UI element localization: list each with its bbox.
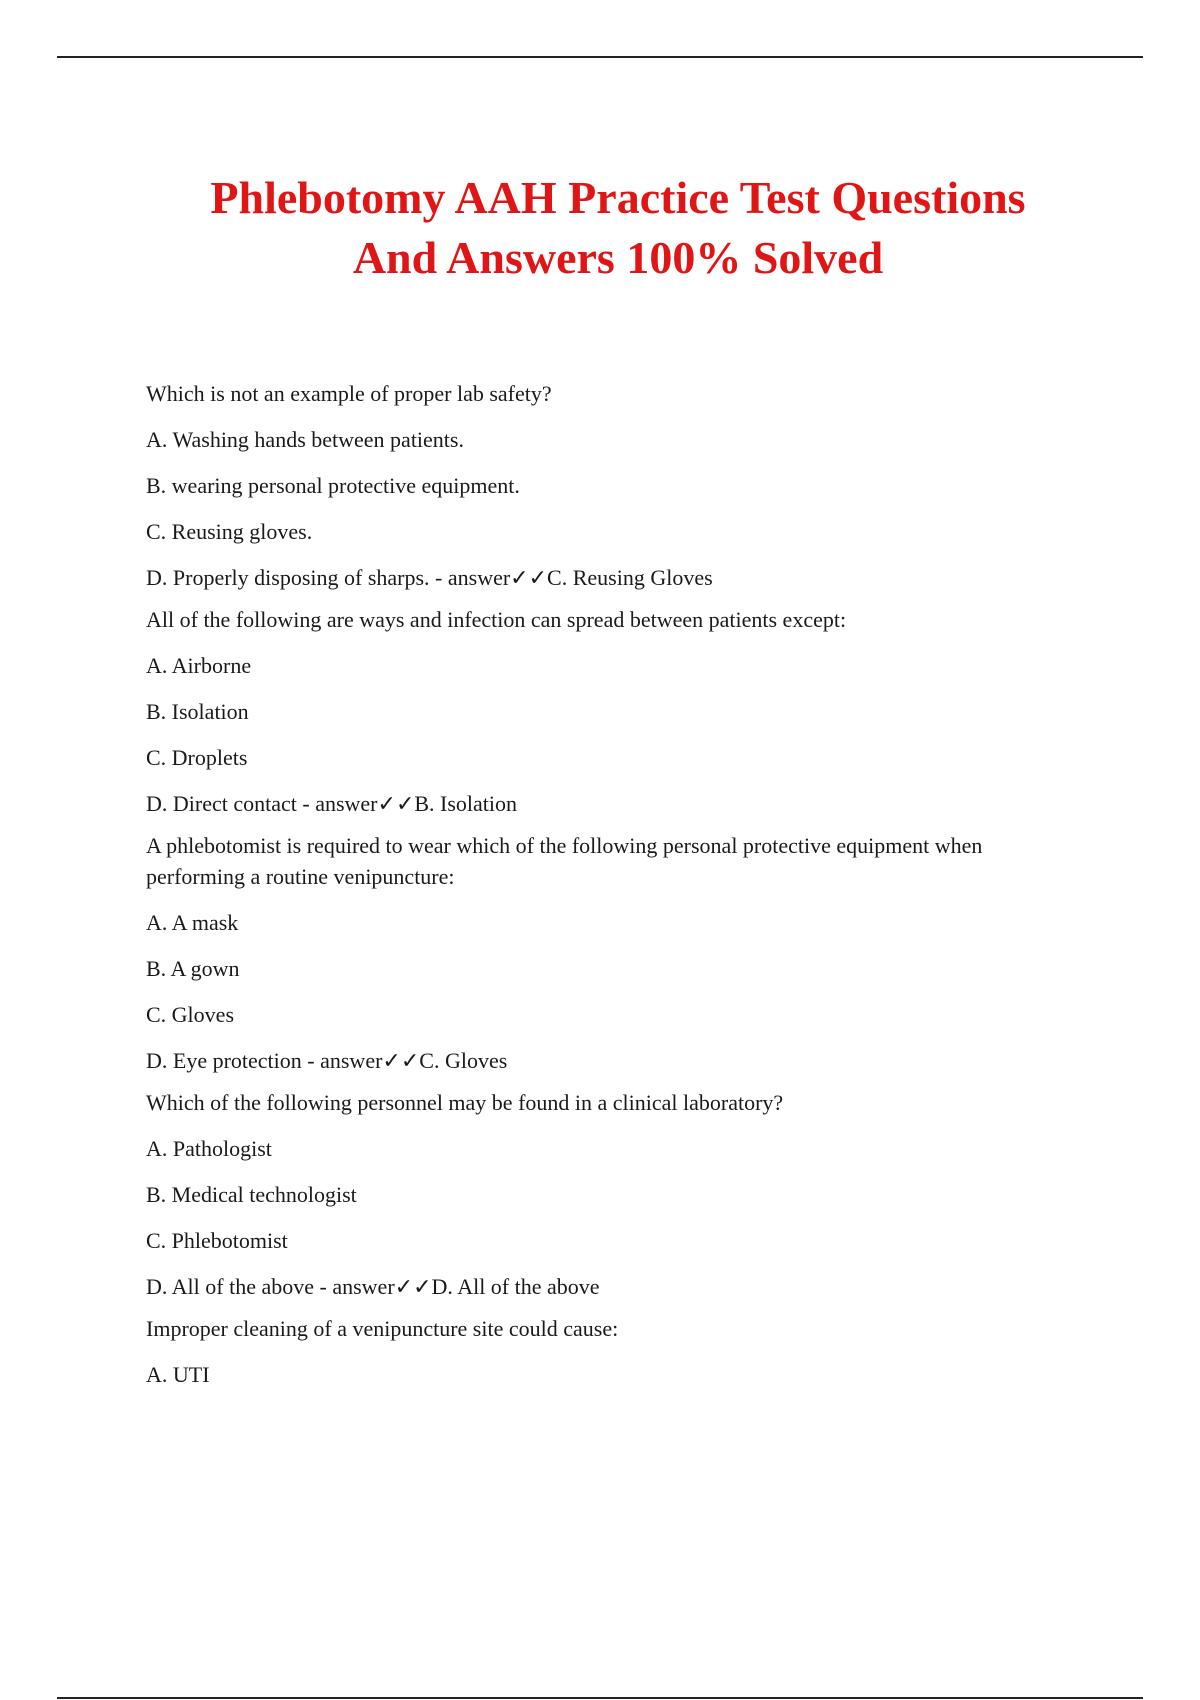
answer-option-with-key: D. Direct contact - answer✓✓B. Isolation (146, 791, 518, 816)
question-content (146, 378, 1076, 1405)
answer-option: C. Phlebotomist (146, 1228, 288, 1253)
question-text: Which is not an example of proper lab safety? (146, 381, 552, 406)
answer-option: A. A mask (146, 910, 239, 935)
answer-option: B. A gown (146, 956, 240, 981)
answer-option: B. Medical technologist (146, 1182, 357, 1207)
answer-option: C. Gloves (146, 1002, 234, 1027)
question-text: Improper cleaning of a venipuncture site could cause: (146, 1316, 619, 1341)
title-line-2: And Answers 100% Solved (352, 232, 884, 283)
answer-option: A. Pathologist (146, 1136, 272, 1161)
answer-option: B. wearing personal protective equipment. (146, 473, 520, 498)
answer-option: A. Washing hands between patients. (146, 427, 464, 452)
document-title (60, 168, 1176, 288)
answer-option: B. Isolation (146, 699, 249, 724)
answer-option: A. Airborne (146, 653, 252, 678)
answer-option-with-key: D. Eye protection - answer✓✓C. Gloves (146, 1048, 508, 1073)
answer-option: C. Droplets (146, 745, 248, 770)
answer-option: C. Reusing gloves. (146, 519, 313, 544)
question-text: A phlebotomist is required to wear which of the following personal protective equipment when performing a routine venipuncture: (146, 833, 983, 889)
answer-option: A. UTI (146, 1362, 210, 1387)
top-rule (57, 56, 1143, 58)
answer-option-with-key: D. Properly disposing of sharps. - answer✓✓C. Reusing Gloves (146, 565, 713, 590)
title-line-1: Phlebotomy AAH Practice Test Questions (210, 172, 1026, 223)
bottom-rule (57, 1697, 1143, 1699)
question-text: All of the following are ways and infection can spread between patients except: (146, 607, 847, 632)
answer-option-with-key: D. All of the above - answer✓✓D. All of the above (146, 1274, 600, 1299)
question-text: Which of the following personnel may be found in a clinical laboratory? (146, 1090, 784, 1115)
